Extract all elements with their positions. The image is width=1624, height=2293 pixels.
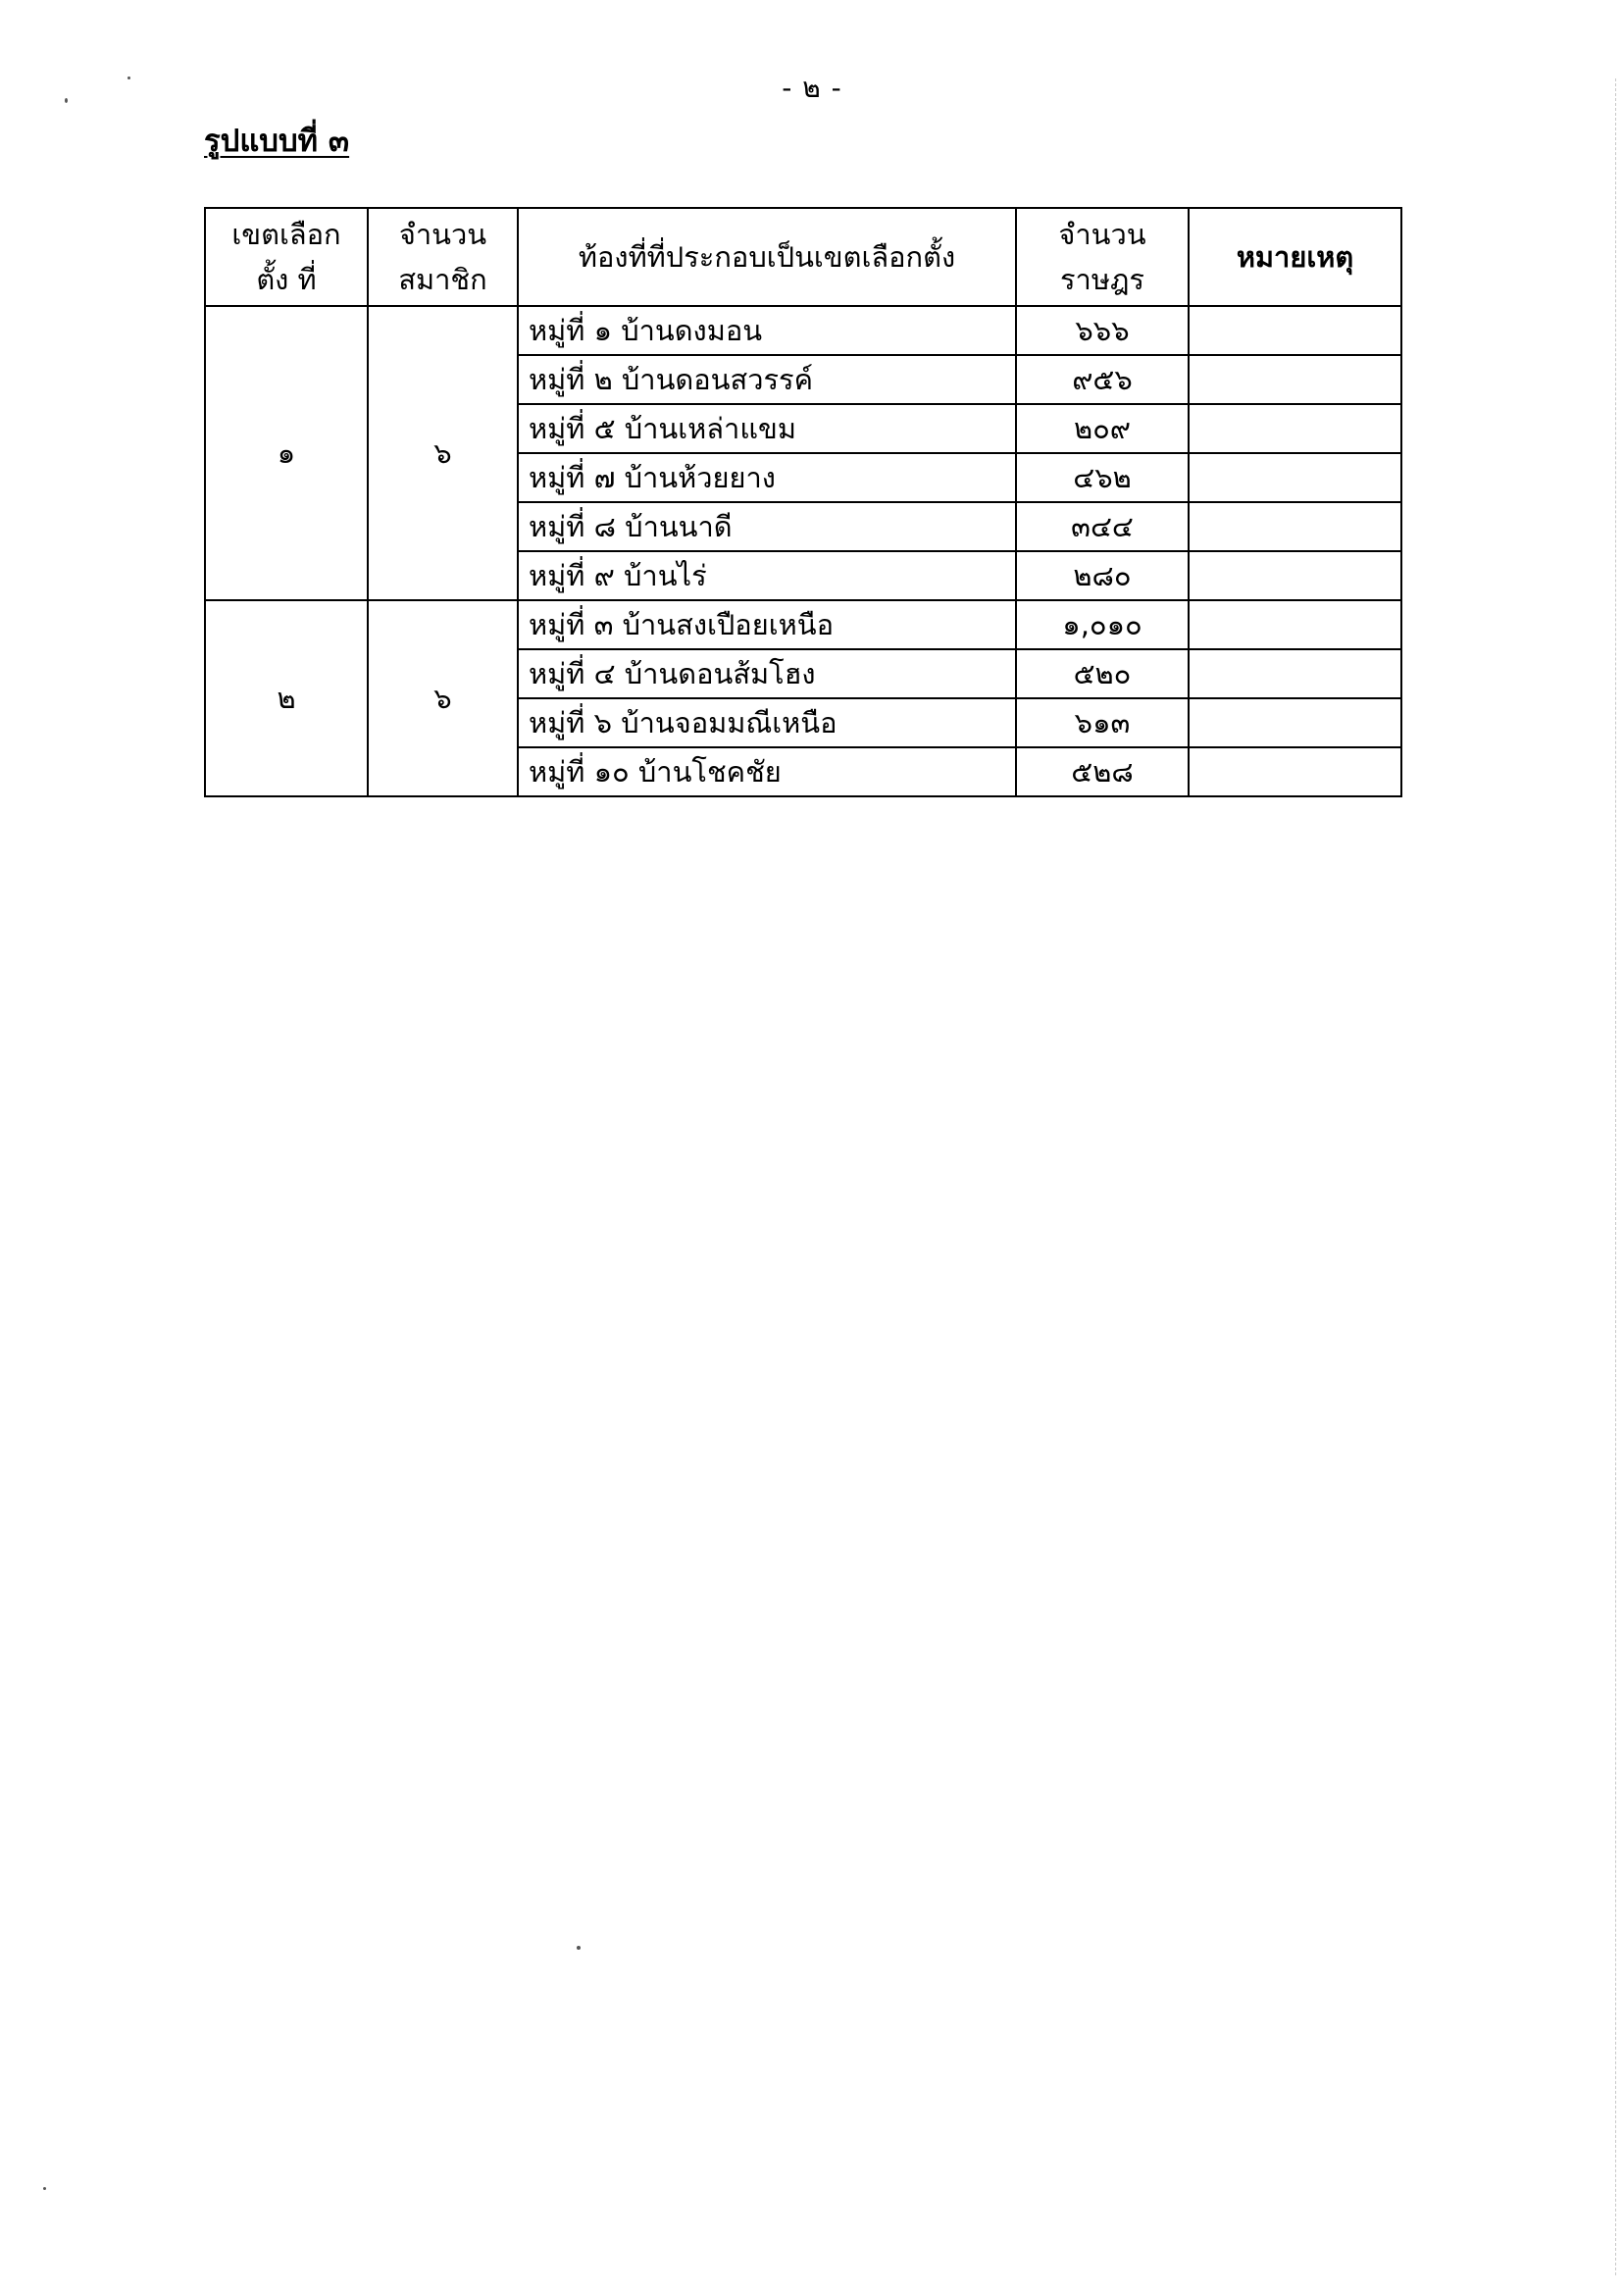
header-district: เขตเลือกตั้ง ที่ [205, 208, 368, 306]
remarks-cell [1189, 306, 1401, 355]
population-cell: ๕๒๘ [1016, 747, 1189, 796]
population-cell: ๕๒๐ [1016, 649, 1189, 698]
remarks-cell [1189, 551, 1401, 600]
scan-edge-line [1614, 78, 1616, 2275]
header-remarks: หมายเหตุ [1189, 208, 1401, 306]
remarks-cell [1189, 649, 1401, 698]
header-area: ท้องที่ที่ประกอบเป็นเขตเลือกตั้ง [518, 208, 1016, 306]
remarks-cell [1189, 698, 1401, 747]
remarks-cell [1189, 355, 1401, 404]
population-cell: ๒๘๐ [1016, 551, 1189, 600]
remarks-cell [1189, 453, 1401, 502]
table-row [205, 600, 1401, 649]
remarks-cell [1189, 747, 1401, 796]
population-cell: ๑,๐๑๐ [1016, 600, 1189, 649]
area-cell: หมู่ที่ ๖ บ้านจอมมณีเหนือ [518, 698, 1016, 747]
district-number-cell: ๑ [205, 306, 368, 600]
population-cell: ๒๐๙ [1016, 404, 1189, 453]
header-population: จำนวน ราษฎร [1016, 208, 1189, 306]
scan-speck [65, 98, 68, 103]
population-cell: ๔๖๒ [1016, 453, 1189, 502]
member-count-cell: ๖ [368, 600, 518, 796]
table-row [205, 306, 1401, 355]
area-cell: หมู่ที่ ๙ บ้านไร่ [518, 551, 1016, 600]
scan-speck [43, 2187, 46, 2190]
member-count-cell: ๖ [368, 306, 518, 600]
area-cell: หมู่ที่ ๓ บ้านสงเปือยเหนือ [518, 600, 1016, 649]
population-cell: ๖๑๓ [1016, 698, 1189, 747]
remarks-cell [1189, 404, 1401, 453]
page-number: - ๒ - [782, 72, 842, 104]
area-cell: หมู่ที่ ๑ บ้านดงมอน [518, 306, 1016, 355]
table-header-row [205, 208, 1401, 306]
scan-speck [577, 1946, 581, 1950]
population-cell: ๙๕๖ [1016, 355, 1189, 404]
area-cell: หมู่ที่ ๗ บ้านห้วยยาง [518, 453, 1016, 502]
header-members: จำนวน สมาชิก [368, 208, 518, 306]
area-cell: หมู่ที่ ๔ บ้านดอนส้มโฮง [518, 649, 1016, 698]
population-cell: ๖๖๖ [1016, 306, 1189, 355]
district-number-cell: ๒ [205, 600, 368, 796]
area-cell: หมู่ที่ ๘ บ้านนาดี [518, 502, 1016, 551]
scan-speck [127, 76, 130, 79]
population-cell: ๓๔๔ [1016, 502, 1189, 551]
area-cell: หมู่ที่ ๑๐ บ้านโชคชัย [518, 747, 1016, 796]
area-cell: หมู่ที่ ๕ บ้านเหล่าแขม [518, 404, 1016, 453]
remarks-cell [1189, 600, 1401, 649]
remarks-cell [1189, 502, 1401, 551]
area-cell: หมู่ที่ ๒ บ้านดอนสวรรค์ [518, 355, 1016, 404]
electoral-district-table [204, 207, 1402, 797]
page-heading: รูปแบบที่ ๓ [204, 124, 350, 159]
